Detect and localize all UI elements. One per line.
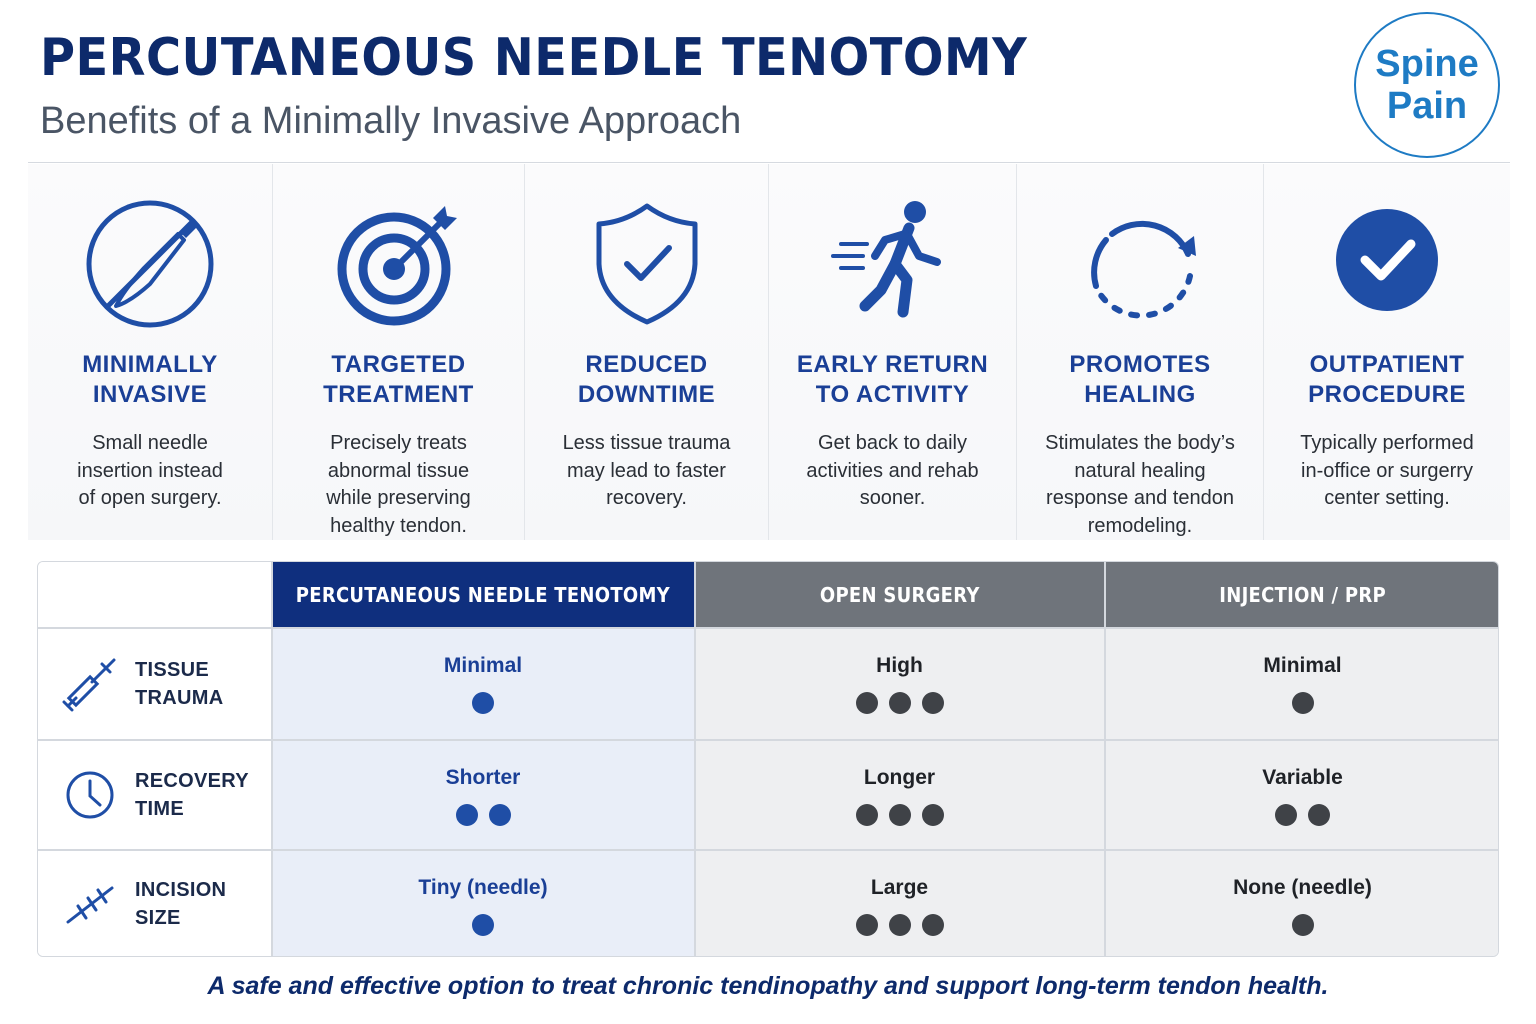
benefit-desc: may lead to faster [567, 459, 726, 482]
table-row-tissue-trauma [38, 628, 1499, 740]
level-dots [1292, 914, 1314, 936]
table-cell [695, 628, 1104, 740]
benefit-title: INVASIVE [92, 381, 208, 408]
column-divider [271, 562, 273, 957]
table-row-incision-size [38, 850, 1499, 957]
check-circle-icon [1317, 194, 1457, 334]
benefit-desc: natural healing [1074, 459, 1206, 482]
spine-pain-logo [1354, 12, 1500, 158]
scalpel-icon [80, 194, 220, 334]
row-label: RECOVERY [135, 770, 249, 792]
level-dot [856, 914, 878, 936]
row-label: TISSUE [135, 659, 210, 681]
table-cell [272, 740, 694, 850]
table-corner [38, 562, 272, 628]
level-dots [856, 914, 944, 936]
level-dot [922, 804, 944, 826]
benefit-title: HEALING [1084, 381, 1196, 408]
row-label-cell [38, 850, 272, 957]
cell-text: Large [870, 876, 929, 899]
benefit-title: TREATMENT [323, 381, 474, 408]
level-dot [1292, 692, 1314, 714]
benefit-title: EARLY RETURN [796, 351, 989, 378]
table-cell [272, 850, 694, 957]
benefit-desc: Stimulates the body’s [1045, 432, 1235, 454]
benefit-desc: sooner. [859, 487, 926, 509]
syringe-icon [62, 656, 118, 712]
row-label: TIME [135, 798, 184, 820]
cell-text: Tiny (needle) [418, 876, 548, 899]
target-icon [329, 194, 469, 334]
header-divider [28, 162, 1510, 163]
benefits-strip [28, 164, 1510, 540]
benefit-title: PROCEDURE [1308, 381, 1466, 408]
level-dots [472, 692, 494, 714]
benefit-desc: Typically performed [1300, 432, 1474, 454]
page-subtitle: Benefits of a Minimally Invasive Approach [40, 100, 742, 142]
benefit-desc: in-office or surgerry [1301, 459, 1473, 482]
benefit-promotes-healing [1016, 164, 1263, 540]
benefit-title: OUTPATIENT [1309, 351, 1465, 378]
benefit-desc: while preserving [326, 487, 471, 509]
level-dots [856, 692, 944, 714]
row-label: INCISION [135, 879, 227, 901]
level-dot [1308, 804, 1330, 826]
benefit-targeted-treatment [272, 164, 524, 540]
level-dots [856, 804, 944, 826]
level-dots [1275, 804, 1330, 826]
level-dot [889, 914, 911, 936]
level-dots [1292, 692, 1314, 714]
clock-icon [62, 767, 118, 823]
benefit-minimally-invasive [28, 164, 272, 540]
row-divider [38, 849, 1499, 851]
benefit-title: TO ACTIVITY [815, 381, 970, 408]
benefit-desc: healthy tendon. [330, 514, 467, 537]
logo-line-2: Pain [1386, 85, 1468, 127]
benefit-outpatient-procedure [1263, 164, 1510, 540]
level-dot [856, 692, 878, 714]
cell-text: High [876, 654, 923, 677]
level-dot [856, 804, 878, 826]
column-header-injection-prp: INJECTION / PRP [1105, 562, 1499, 628]
refresh-cycle-icon [1070, 194, 1210, 334]
row-divider [38, 627, 1499, 629]
cell-text: None (needle) [1233, 876, 1372, 899]
level-dot [456, 804, 478, 826]
table-cell [272, 628, 694, 740]
level-dot [889, 804, 911, 826]
benefit-desc: Get back to daily [818, 432, 967, 454]
benefit-desc: center setting. [1324, 487, 1450, 509]
benefit-title: MINIMALLY [82, 351, 218, 378]
logo-line-1: Spine [1375, 43, 1479, 85]
level-dot [472, 692, 494, 714]
benefit-desc: of open surgery. [78, 487, 222, 509]
table-cell [695, 850, 1104, 957]
row-label-cell [38, 628, 272, 740]
incision-icon [62, 876, 118, 932]
column-header-open-surgery: OPEN SURGERY [695, 562, 1104, 628]
level-dot [889, 692, 911, 714]
table-cell [1105, 628, 1499, 740]
benefit-early-return [768, 164, 1016, 540]
benefit-desc: recovery. [606, 487, 687, 509]
benefit-desc: Precisely treats [330, 432, 467, 454]
table-row-recovery-time [38, 740, 1499, 850]
level-dot [472, 914, 494, 936]
cell-text: Longer [863, 766, 936, 789]
table-cell [695, 740, 1104, 850]
level-dots [456, 804, 511, 826]
level-dot [1275, 804, 1297, 826]
table-cell [1105, 850, 1499, 957]
level-dot [489, 804, 511, 826]
benefit-title: PROMOTES [1069, 351, 1211, 378]
benefit-title: DOWNTIME [577, 381, 716, 408]
row-divider [38, 739, 1499, 741]
page-title: PERCUTANEOUS NEEDLE TENOTOMY [40, 28, 1028, 88]
benefit-desc: remodeling. [1087, 514, 1193, 537]
row-label: SIZE [135, 907, 181, 929]
shield-check-icon [577, 194, 717, 334]
benefit-title: REDUCED [585, 351, 708, 378]
cell-text: Minimal [443, 654, 523, 677]
cell-text: Shorter [445, 766, 521, 789]
benefit-reduced-downtime [524, 164, 768, 540]
level-dot [922, 692, 944, 714]
benefit-desc: insertion instead [77, 459, 223, 482]
comparison-table [37, 561, 1499, 957]
table-cell [1105, 740, 1499, 850]
cell-text: Minimal [1263, 654, 1342, 677]
benefit-title: TARGETED [331, 351, 466, 378]
level-dot [1292, 914, 1314, 936]
column-divider [1104, 562, 1106, 957]
running-person-icon [823, 194, 963, 334]
footer-tagline: A safe and effective option to treat chronic tendinopathy and support long-term tendon health. [207, 972, 1329, 1000]
benefit-desc: Small needle [92, 432, 208, 454]
benefit-desc: Less tissue trauma [562, 432, 731, 454]
cell-text: Variable [1262, 766, 1343, 789]
level-dot [922, 914, 944, 936]
row-label: TRAUMA [135, 687, 224, 709]
benefit-desc: activities and rehab [806, 459, 979, 482]
row-label-cell [38, 740, 272, 850]
level-dots [472, 914, 494, 936]
benefit-desc: response and tendon [1046, 487, 1234, 509]
column-divider [694, 562, 696, 957]
benefit-desc: abnormal tissue [327, 459, 470, 482]
column-header-pnt: PERCUTANEOUS NEEDLE TENOTOMY [272, 562, 694, 628]
